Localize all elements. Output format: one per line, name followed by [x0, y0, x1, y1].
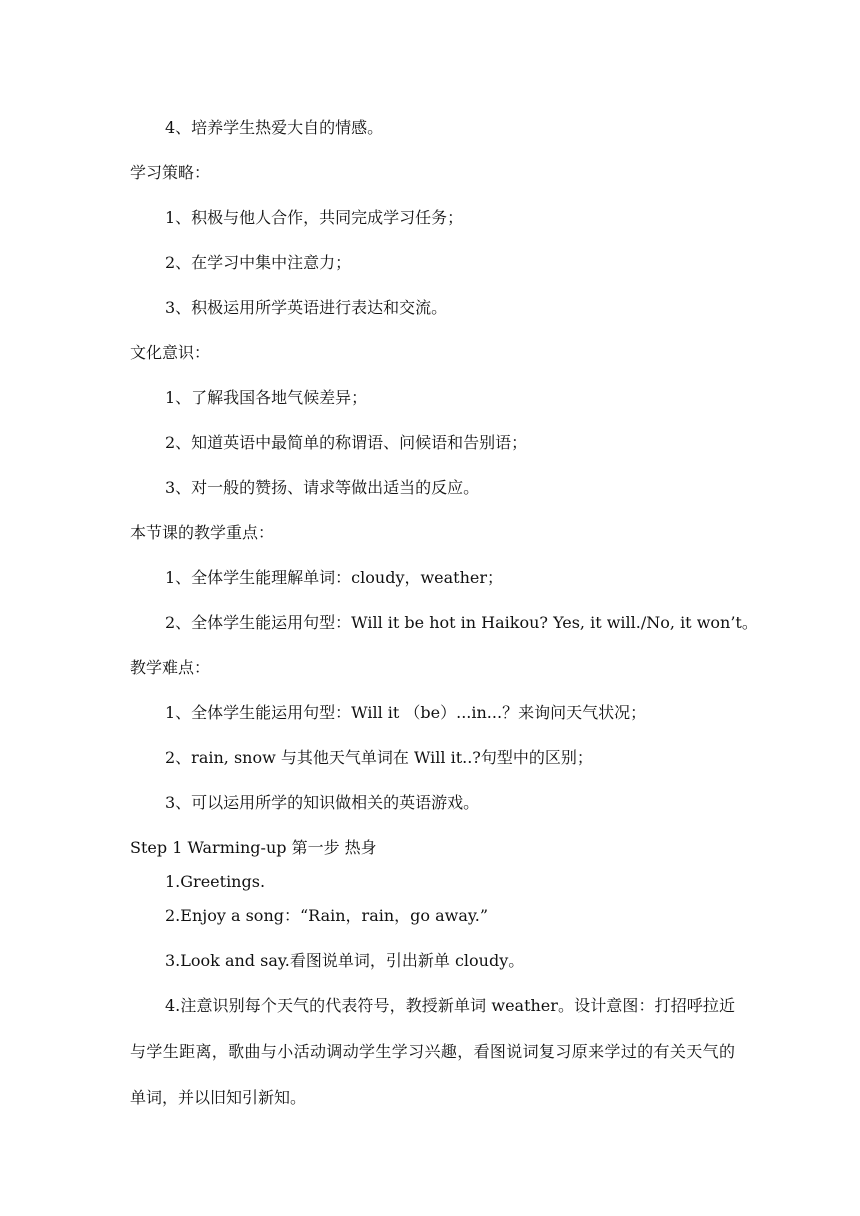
difficulty-item-3: 3、可以运用所学的知识做相关的英语游戏。	[165, 793, 480, 812]
step1-heading: Step 1 Warming-up 第一步 热身	[130, 838, 377, 857]
culture-item-3: 3、对一般的赞扬、请求等做出适当的反应。	[165, 478, 480, 497]
step1-paragraph: 4.注意识别每个天气的代表符号，教授新单词 weather。设计意图：打招呼拉近与学生距离，歌曲与小活动调动学生学习兴趣，看图说词复习原来学过的有关天气的单词，并以旧知引新知。	[130, 996, 735, 1107]
step1-item-2: 2.Enjoy a song：“Rain，rain，go away.”	[165, 906, 489, 925]
difficulty-item-2: 2、rain, snow 与其他天气单词在 Will it..?句型中的区别；	[165, 748, 593, 767]
strategy-item-1: 1、积极与他人合作，共同完成学习任务；	[165, 208, 464, 227]
keypoint-item-1: 1、全体学生能理解单词：cloudy，weather；	[165, 568, 504, 587]
keypoint-item-2: 2、全体学生能运用句型：Will it be hot in Haikou? Yes, it will./No, it won’t。	[165, 613, 758, 632]
strategies-heading: 学习策略：	[130, 163, 211, 182]
strategy-item-2: 2、在学习中集中注意力；	[165, 253, 352, 272]
step1-item-3: 3.Look and say.看图说单词，引出新单 cloudy。	[165, 951, 525, 970]
keypoints-heading: 本节课的教学重点：	[130, 523, 275, 542]
step1-item-1: 1.Greetings.	[165, 872, 266, 891]
strategy-item-3: 3、积极运用所学英语进行表达和交流。	[165, 298, 448, 317]
culture-item-2: 2、知道英语中最简单的称谓语、问候语和告别语；	[165, 433, 528, 452]
culture-heading: 文化意识：	[130, 343, 211, 362]
goal-item-4: 4、培养学生热爱大自的情感。	[165, 118, 384, 137]
difficulties-heading: 教学难点：	[130, 658, 211, 677]
culture-item-1: 1、了解我国各地气候差异；	[165, 388, 368, 407]
difficulty-item-1: 1、全体学生能运用句型：Will it （be）...in...？来询问天气状况；	[165, 703, 647, 722]
